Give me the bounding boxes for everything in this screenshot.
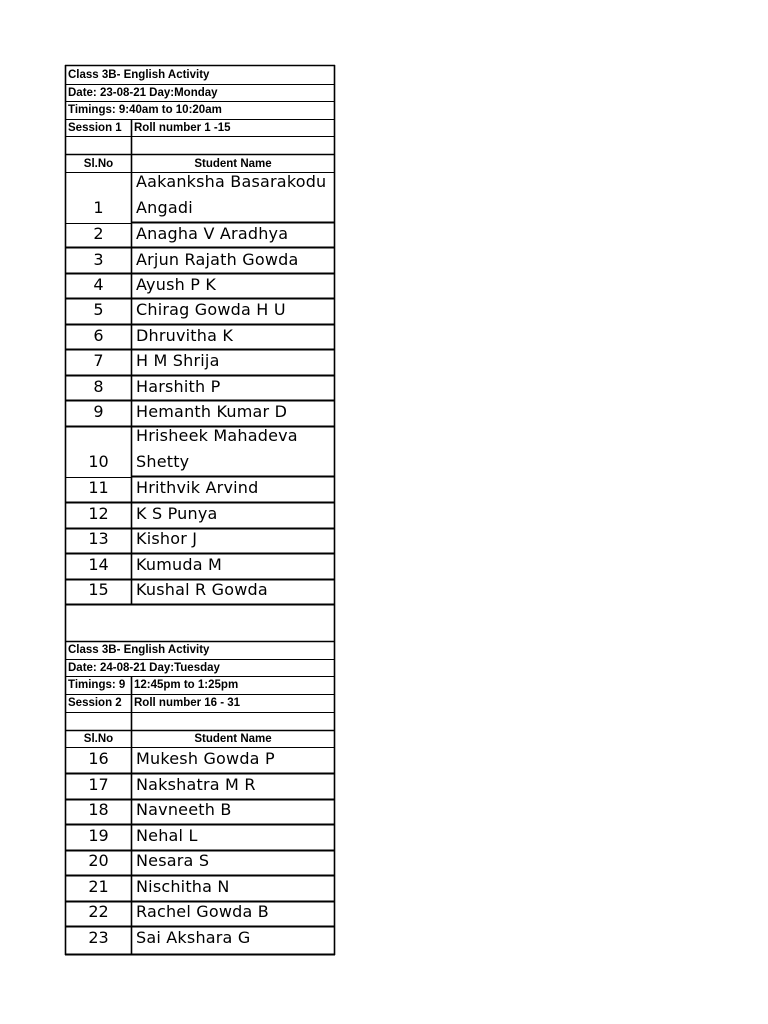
session2-row-19-name: Nehal L (136, 826, 198, 845)
session1-row-10-number: 10 (88, 452, 109, 471)
session1-row-6-number: 6 (93, 326, 104, 345)
session2-row-17-number: 17 (88, 775, 109, 794)
session2-row-17-name: Nakshatra M R (136, 775, 256, 794)
session1-row-9-name: Hemanth Kumar D (136, 402, 288, 421)
session2-timings-right: 12:45pm to 1:25pm (134, 679, 239, 691)
session2-row-22-name: Rachel Gowda B (136, 902, 269, 921)
session1-row-13-name: Kishor J (136, 529, 198, 548)
session1-row-14-number: 14 (88, 555, 109, 574)
session1-row-9-number: 9 (93, 402, 104, 421)
session1-timings: Timings: 9:40am to 10:20am (68, 104, 222, 116)
session1-row-11-name: Hrithvik Arvind (136, 478, 259, 497)
session2-roll-range: Roll number 16 - 31 (134, 697, 241, 709)
session1-row-1-name-line1: Aakanksha Basarakodu (136, 172, 327, 191)
session2-col-name: Student Name (194, 733, 272, 745)
session2-row-16-number: 16 (88, 749, 109, 768)
session1-roll-range: Roll number 1 -15 (134, 122, 231, 134)
session1-row-12-name: K S Punya (136, 504, 218, 523)
session2-row-19-number: 19 (88, 826, 109, 845)
session1-row-2-number: 2 (93, 224, 104, 243)
session1-row-4-number: 4 (93, 275, 104, 294)
session1-row-13-number: 13 (88, 529, 109, 548)
session1-class-title: Class 3B- English Activity (68, 69, 210, 81)
session1-date-line: Date: 23-08-21 Day:Monday (68, 87, 218, 99)
session1-row-15-number: 15 (88, 580, 109, 599)
session2-row-21-number: 21 (88, 877, 109, 896)
session1-row-14-name: Kumuda M (136, 555, 223, 574)
session2-col-slno: Sl.No (83, 733, 114, 745)
session1-row-8-name: Harshith P (136, 377, 221, 396)
session1-row-12-number: 12 (88, 504, 109, 523)
session1-row-3-number: 3 (93, 250, 104, 269)
session2-row-16-name: Mukesh Gowda P (136, 749, 275, 768)
session2-row-18-name: Navneeth B (136, 800, 232, 819)
session2-row-21-name: Nischitha N (136, 877, 230, 896)
session1-col-slno: Sl.No (83, 158, 114, 170)
session1-row-7-name: H M Shrija (136, 351, 220, 370)
session2-date-line: Date: 24-08-21 Day:Tuesday (68, 662, 220, 674)
session2-row-23-number: 23 (88, 928, 109, 947)
session2-row-20-number: 20 (88, 851, 109, 870)
session1-row-4-name: Ayush P K (136, 275, 217, 294)
session2-row-18-number: 18 (88, 800, 109, 819)
session1-row-5-name: Chirag Gowda H U (136, 300, 286, 319)
session1-row-2-name: Anagha V Aradhya (136, 224, 289, 243)
session1-row-10-name-line2: Shetty (136, 452, 190, 471)
session2-row-20-name: Nesara S (136, 851, 210, 870)
session2-row-22-number: 22 (88, 902, 109, 921)
session1-row-1-name-line2: Angadi (136, 198, 193, 217)
session1-session-label: Session 1 (68, 122, 122, 134)
session2-row-23-name: Sai Akshara G (136, 928, 251, 947)
session1-row-8-number: 8 (93, 377, 104, 396)
session1-row-1-number: 1 (93, 198, 104, 217)
session2-session-label: Session 2 (68, 697, 122, 709)
session1-col-name: Student Name (194, 158, 272, 170)
session1-row-5-number: 5 (93, 300, 104, 319)
session1-row-11-number: 11 (88, 478, 109, 497)
session2-class-title: Class 3B- English Activity (68, 644, 210, 656)
session1-row-3-name: Arjun Rajath Gowda (136, 250, 299, 269)
session1-row-15-name: Kushal R Gowda (136, 580, 268, 599)
session1-row-6-name: Dhruvitha K (136, 326, 234, 345)
session1-row-7-number: 7 (93, 351, 104, 370)
session1-row-10-name-line1: Hrisheek Mahadeva (136, 426, 298, 445)
session2-timings-left: Timings: 9 (68, 679, 126, 691)
